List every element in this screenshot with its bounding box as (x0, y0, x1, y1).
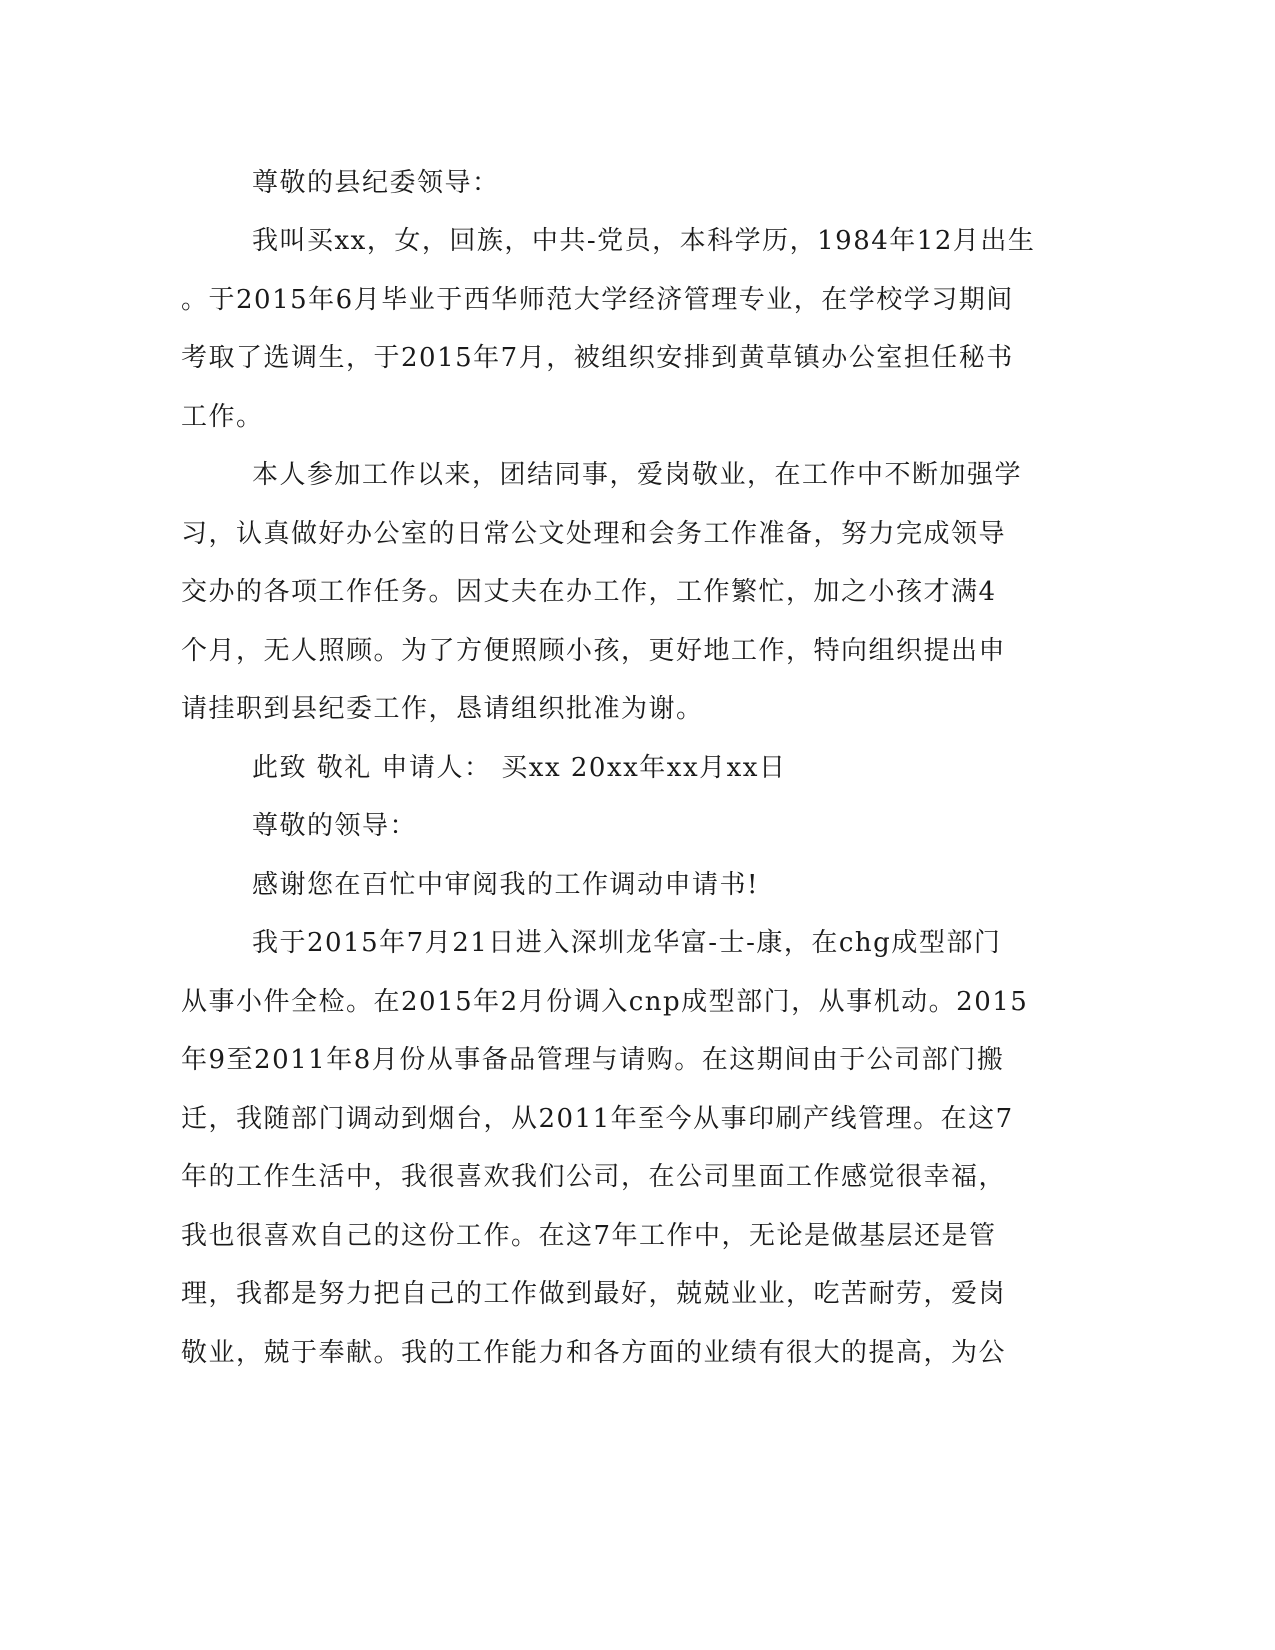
body-line: 。于2015年6月毕业于西华师范大学经济管理专业，在学校学习期间 (181, 285, 1014, 315)
body-line: 我于2015年7月21日进入深圳龙华富-士-康，在chg成型部门 (252, 928, 1002, 958)
body-line: 个月，无人照顾。为了方便照顾小孩，更好地工作，特向组织提出申 (181, 636, 1007, 666)
body-line: 请挂职到县纪委工作，恳请组织批准为谢。 (181, 694, 704, 724)
body-line: 我叫买xx，女，回族，中共-党员，本科学历，1984年12月出生 (252, 226, 1036, 256)
body-line: 感谢您在百忙中审阅我的工作调动申请书! (252, 870, 759, 900)
body-line: 工作。 (181, 402, 264, 432)
body-line: 交办的各项工作任务。因丈夫在办工作，工作繁忙，加之小孩才满4 (181, 577, 997, 607)
closing-signature: 此致 敬礼 申请人： 买xx 20xx年xx月xx日 (252, 753, 787, 783)
body-line: 理，我都是努力把自己的工作做到最好，兢兢业业，吃苦耐劳，爱岗 (181, 1279, 1007, 1309)
body-line: 年9至2011年8月份从事备品管理与请购。在这期间由于公司部门搬 (181, 1045, 1005, 1075)
salutation-county: 尊敬的县纪委领导： (252, 168, 500, 198)
body-line: 考取了选调生，于2015年7月，被组织安排到黄草镇办公室担任秘书 (181, 343, 1014, 373)
body-line: 年的工作生活中，我很喜欢我们公司，在公司里面工作感觉很幸福， (181, 1162, 1007, 1192)
body-line: 我也很喜欢自己的这份工作。在这7年工作中，无论是做基层还是管 (181, 1221, 997, 1251)
body-line: 本人参加工作以来，团结同事，爱岗敬业，在工作中不断加强学 (252, 460, 1023, 490)
body-line: 从事小件全检。在2015年2月份调入cnp成型部门，从事机动。2015 (181, 987, 1029, 1017)
body-line: 迁，我随部门调动到烟台，从2011年至今从事印刷产线管理。在这7 (181, 1104, 1014, 1134)
salutation-leader: 尊敬的领导： (252, 811, 418, 841)
body-line: 习，认真做好办公室的日常公文处理和会务工作准备，努力完成领导 (181, 519, 1007, 549)
body-line: 敬业，兢于奉献。我的工作能力和各方面的业绩有很大的提高，为公 (181, 1338, 1007, 1368)
